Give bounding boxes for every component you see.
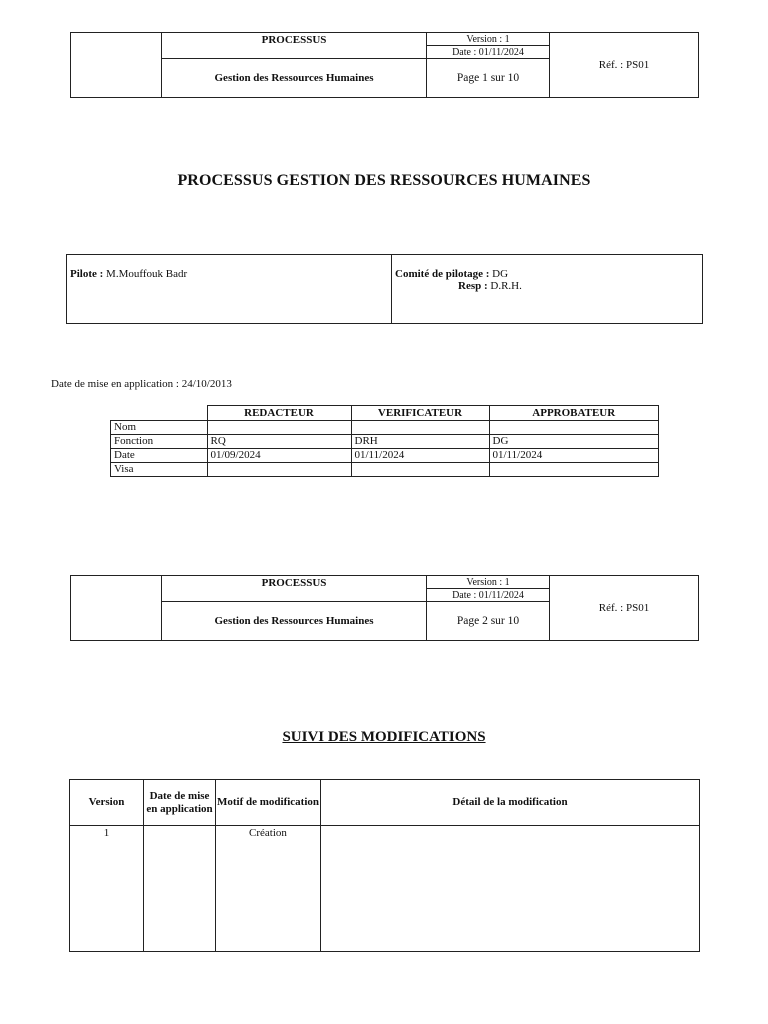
cell xyxy=(144,826,216,952)
suivi-title: SUIVI DES MODIFICATIONS xyxy=(282,729,486,745)
header-version: Version : 1 xyxy=(427,33,550,46)
row-label: Visa xyxy=(111,463,208,477)
cell: RQ xyxy=(207,435,351,449)
resp-label: Resp : xyxy=(458,280,488,292)
row-label: Nom xyxy=(111,421,208,435)
header-processus: PROCESSUS xyxy=(162,576,427,602)
main-title: PROCESSUS GESTION DES RESSOURCES HUMAINES xyxy=(177,172,591,189)
table-row xyxy=(70,826,700,952)
pilote-value: M.Mouffouk Badr xyxy=(106,268,188,280)
comite-cell xyxy=(392,255,703,324)
cell xyxy=(351,463,489,477)
header-date: Date : 01/11/2024 xyxy=(427,589,550,602)
comite-label: Comité de pilotage : xyxy=(395,268,490,280)
header-ref: Réf. : PS01 xyxy=(550,576,699,641)
cell: 1 xyxy=(70,826,144,952)
header-logo-cell xyxy=(71,576,162,641)
row-label: Date xyxy=(111,449,208,463)
cell: 01/11/2024 xyxy=(489,449,659,463)
cell xyxy=(489,421,659,435)
cell: DG xyxy=(489,435,659,449)
resp-value: D.R.H. xyxy=(490,280,522,292)
header-process-name: Gestion des Ressources Humaines xyxy=(162,602,427,641)
page-header-2 xyxy=(70,575,699,641)
table-row xyxy=(111,463,659,477)
cell: 01/11/2024 xyxy=(351,449,489,463)
header-date: Date : 01/11/2024 xyxy=(427,46,550,59)
mise-en-application: Date de mise en application : 24/10/2013 xyxy=(51,378,232,390)
cell xyxy=(489,463,659,477)
cell xyxy=(351,421,489,435)
signature-table xyxy=(110,405,659,477)
header-processus: PROCESSUS xyxy=(162,33,427,59)
mods-header: Version xyxy=(70,780,144,826)
row-label: Fonction xyxy=(111,435,208,449)
header-ref: Réf. : PS01 xyxy=(550,33,699,98)
cell: 01/09/2024 xyxy=(207,449,351,463)
cell: Création xyxy=(216,826,321,952)
cell: DRH xyxy=(351,435,489,449)
table-row xyxy=(111,449,659,463)
mods-header: Motif de modification xyxy=(216,780,321,826)
mods-header: Date de mise en application xyxy=(144,780,216,826)
table-row xyxy=(111,421,659,435)
cell xyxy=(207,463,351,477)
comite-value: DG xyxy=(492,268,509,280)
header-version: Version : 1 xyxy=(427,576,550,589)
pilote-cell xyxy=(67,255,392,324)
cell xyxy=(207,421,351,435)
table-row xyxy=(111,435,659,449)
signature-corner xyxy=(111,406,208,421)
pilot-box xyxy=(66,254,702,323)
signature-header: VERIFICATEUR xyxy=(351,406,489,421)
signature-header: REDACTEUR xyxy=(207,406,351,421)
page-header-1 xyxy=(70,32,699,98)
header-page-number: Page 1 sur 10 xyxy=(427,59,550,98)
cell xyxy=(321,826,700,952)
header-process-name: Gestion des Ressources Humaines xyxy=(162,59,427,98)
header-page-number: Page 2 sur 10 xyxy=(427,602,550,641)
header-logo-cell xyxy=(71,33,162,98)
modifications-table xyxy=(69,779,700,952)
signature-header: APPROBATEUR xyxy=(489,406,659,421)
pilote-label: Pilote : xyxy=(70,268,104,280)
mods-header: Détail de la modification xyxy=(321,780,700,826)
